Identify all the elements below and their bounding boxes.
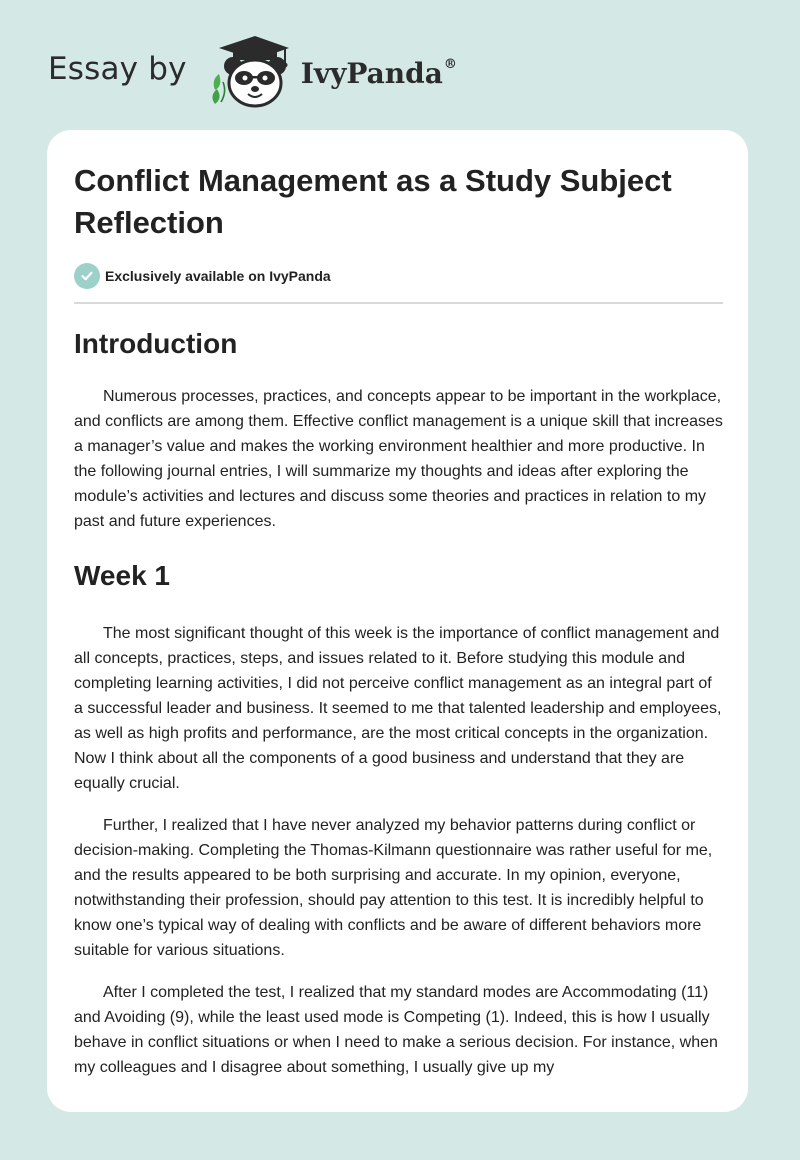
essay-card [47,130,748,1112]
paragraph: After I completed the test, I realized that my standard modes are Accommodating (11) and Avoiding (9), while the least used mode is Competing (1). Indeed, this is how I usually behave in conflict situations or when I need to make a serious decision. For instance, when my colleagues and I disagree about something, I usually give up my [74,984,718,1076]
ivypanda-logo-icon[interactable] [205,34,299,110]
section-heading-week-1: Week 1 [74,560,170,591]
registered-mark: ® [443,57,457,73]
essay-by-label: Essay by [48,51,187,87]
brand-name-text: IvyPanda [300,56,443,90]
title-divider [74,302,723,304]
essay-title: Conflict Management as a Study Subject Reflection [74,163,672,240]
essay-content [74,160,724,1080]
paragraph: Numerous processes, practices, and concepts appear to be important in the workplace, and conflicts are among them. Effective conflict management is a unique skill that increases a manager’s value and makes the working environment healthier and more productive. In the following journal entries, I will summarize my thoughts and ideas after exploring the module’s activities and lectures and discuss some theories and practices in relation to my past and future experiences. [74,388,723,530]
exclusive-label: Exclusively available on IvyPanda [105,268,331,284]
site-header [48,34,457,110]
brand-name[interactable] [301,57,457,90]
check-circle-icon [74,263,100,289]
paragraph: Further, I realized that I have never analyzed my behavior patterns during conflict or decision-making. Completing the Thomas-Kilmann questionnaire was rather useful for me, and the results appeared to be both surprising and accurate. In my opinion, everyone, notwithstanding their profession, should pay attention to this test. It is incredibly helpful to know one’s typical way of dealing with conflicts and be aware of different behaviors more suitable for various situations. [74,817,713,959]
section-heading-introduction: Introduction [74,328,238,359]
paragraph: The most significant thought of this week is the importance of conflict management and all concepts, practices, steps, and issues related to it. Before studying this module and completing learning activities, I did not perceive conflict management as an integral part of a successful leader and business. It seemed to me that talented leadership and employees, as well as high profits and performance, are the most critical concepts in the organization. Now I think about all the components of a good business and understand that they are equally crucial. [74,625,722,792]
exclusive-badge [74,263,724,289]
